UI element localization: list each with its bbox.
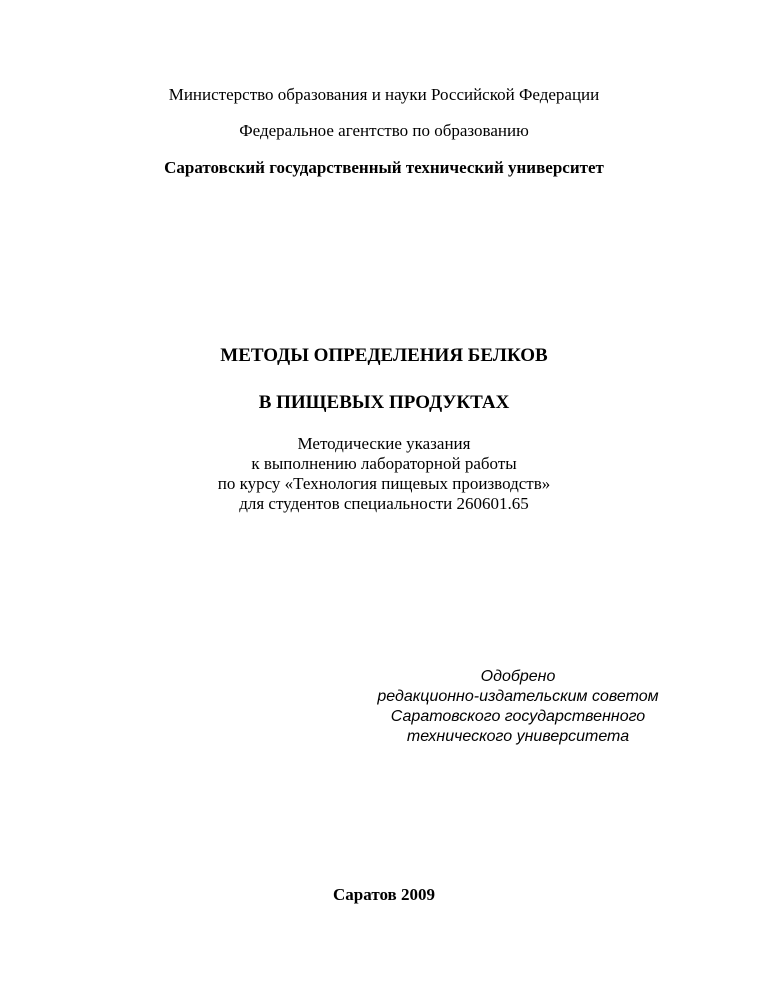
agency-line: Федеральное агентство по образованию	[239, 121, 529, 140]
ministry-line: Министерство образования и науки Российской Федерации	[168, 85, 600, 104]
approval-line-4: технического университета	[406, 728, 630, 745]
subtitle-line-2: к выполнению лабораторной работы	[251, 454, 517, 473]
approval-line-1: Одобрено	[480, 668, 556, 685]
university-line: Саратовский государственный технический университет	[164, 158, 604, 177]
document-title-line-2: В ПИЩЕВЫХ ПРОДУКТАХ	[258, 392, 510, 413]
subtitle-line-3: по курсу «Технология пищевых производств»	[217, 474, 551, 493]
city-year: Саратов 2009	[333, 885, 435, 904]
document-title-line-1: МЕТОДЫ ОПРЕДЕЛЕНИЯ БЕЛКОВ	[220, 345, 548, 366]
subtitle-line-1: Методические указания	[297, 434, 471, 453]
subtitle-line-4: для студентов специальности 260601.65	[239, 494, 529, 513]
approval-line-3: Саратовского государственного	[390, 708, 646, 725]
approval-line-2: редакционно-издательским советом	[377, 688, 659, 705]
